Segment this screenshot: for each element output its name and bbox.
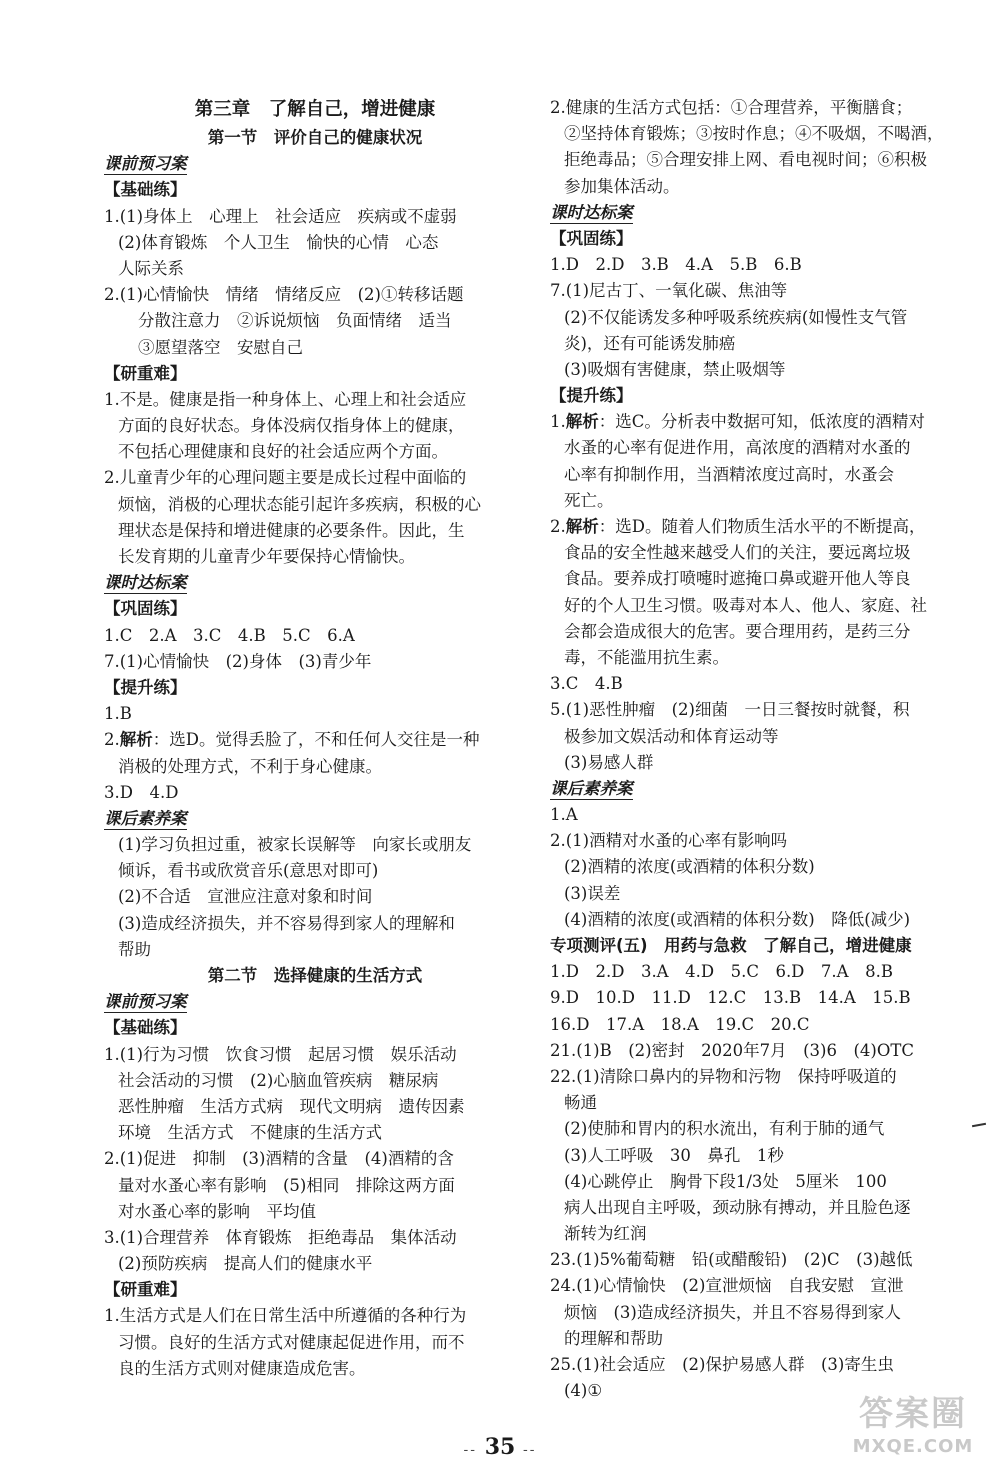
case-heading: 课前预习案 xyxy=(104,154,187,174)
exercise-tag: 【研重难】 xyxy=(104,363,187,383)
answer-line: ②坚持体育锻炼；③按时作息；④不吸烟，不喝酒， xyxy=(564,124,944,144)
answer-line: 长发育期的儿童青少年要保持心情愉快。 xyxy=(118,547,415,566)
answer-line: 理状态是保持和增进健康的必要条件。因此，生 xyxy=(118,520,465,540)
answer-line: 食品的安全性越来越受人们的关注，要远离垃圾 xyxy=(564,543,911,563)
special-test-title: 专项测评(五) 用药与急救 了解自己，增进健康 xyxy=(550,936,912,955)
answer-line: 不包括心理健康和良好的社会适应两个方面。 xyxy=(118,442,448,462)
watermark-logo xyxy=(838,1392,988,1468)
answer-line: (3)易感人群 xyxy=(564,752,654,772)
answer-line: 极参加文娱活动和体育运动等 xyxy=(564,726,779,746)
watermark-text: 答案圈 xyxy=(859,1394,967,1434)
answer-line: 社会活动的习惯 (2)心脑血管疾病 糖尿病 xyxy=(118,1070,439,1090)
answer-line: 3.(1)合理营养 体育锻炼 拒绝毒品 集体活动 xyxy=(104,1227,457,1247)
answer-line: 恶性肿瘤 生活方式病 现代文明病 遗传因素 xyxy=(118,1096,465,1116)
answer-line: 3.C 4.B xyxy=(550,674,623,694)
answer-line: (3)误差 xyxy=(564,883,621,903)
answer-line: (3)吸烟有害健康，禁止吸烟等 xyxy=(564,359,786,379)
answer-line: (2)不仅能诱发多种呼吸系统疾病(如慢性支气管 xyxy=(564,307,908,327)
section-title: 第一节 评价自己的健康状况 xyxy=(207,128,423,147)
answer-line: 死亡。 xyxy=(564,490,614,510)
answer-line: (1)学习负担过重，被家长误解等 向家长或朋友 xyxy=(118,835,472,855)
answer-line: (4)心跳停止 胸骨下段1/3处 5厘米 100 xyxy=(564,1171,887,1191)
answer-line: 会都会造成很大的危害。要合理用药，是药三分 xyxy=(564,621,911,641)
answer-line: 16.D 17.A 18.A 19.C 20.C xyxy=(550,1014,810,1034)
answer-line: 2.(1)酒精对水蚤的心率有影响吗 xyxy=(550,831,788,851)
exercise-tag: 【研重难】 xyxy=(104,1280,187,1300)
answer-line: 22.(1)清除口鼻内的异物和污物 保持呼吸道的 xyxy=(550,1066,897,1086)
answer-line: 食品。要养成打喷嚏时遮掩口鼻或避开他人等良 xyxy=(564,569,911,589)
answer-line: (2)体育锻炼 个人卫生 愉快的心情 心态 xyxy=(118,232,439,252)
exercise-tag: 【提升练】 xyxy=(550,386,633,406)
answer-line: (4)酒精的浓度(或酒精的体积分数) 降低(减少) xyxy=(564,909,911,929)
answer-line: 2.儿童青少年的心理问题主要是成长过程中面临的 xyxy=(104,468,467,488)
answer-line: 2.(1)心情愉快 情绪 情绪反应 (2)①转移话题 xyxy=(104,285,464,305)
answer-line: 烦恼，消极的心理状态能引起许多疾病，积极的心 xyxy=(118,494,481,514)
scan-mark xyxy=(972,1123,986,1127)
answer-line: 25.(1)社会适应 (2)保护易感人群 (3)寄生虫 xyxy=(550,1355,894,1374)
case-heading: 课后素养案 xyxy=(550,778,633,798)
exercise-tag: 【巩固练】 xyxy=(104,599,187,619)
answer-line: 2.(1)促进 抑制 (3)酒精的含量 (4)酒精的含 xyxy=(104,1149,454,1169)
case-heading: 课前预习案 xyxy=(104,992,187,1012)
answer-line: 对水蚤心率的影响 平均值 xyxy=(118,1201,316,1221)
answer-line: (2)使肺和胃内的积水流出，有利于肺的通气 xyxy=(564,1119,885,1139)
answer-line: (3)造成经济损失，并不容易得到家人的理解和 xyxy=(118,913,455,933)
answer-line: (2)预防疾病 提高人们的健康水平 xyxy=(118,1254,373,1274)
answer-line: 方面的良好状态。身体没病仅指身体上的健康， xyxy=(118,416,465,436)
answer-line: 分散注意力 ②诉说烦恼 负面情绪 适当 xyxy=(138,311,452,331)
answer-line: 良的生活方式则对健康造成危害。 xyxy=(118,1358,366,1378)
answer-line: 烦恼 (3)造成经济损失，并且不容易得到家人 xyxy=(564,1302,901,1322)
left-column xyxy=(104,95,526,1382)
answer-line: 5.(1)恶性肿瘤 (2)细菌 一日三餐按时就餐，积 xyxy=(550,700,910,720)
answer-line: 3.D 4.D xyxy=(104,782,179,802)
answer-line: 倾诉，看书或欣赏音乐(意思对即可) xyxy=(118,861,379,881)
answer-line: 23.(1)5%葡萄糖 铅(或醋酸铅) (2)C (3)越低 xyxy=(550,1250,913,1270)
answer-line: 水蚤的心率有促进作用，高浓度的酒精对水蚤的 xyxy=(564,438,911,458)
answer-line: 参加集体活动。 xyxy=(564,176,680,196)
case-heading: 课时达标案 xyxy=(104,573,187,593)
answer-line: 24.(1)心情愉快 (2)宣泄烦恼 自我安慰 宣泄 xyxy=(550,1276,904,1296)
answer-line: 1.D 2.D 3.B 4.A 5.B 6.B xyxy=(550,255,802,275)
exercise-tag: 【提升练】 xyxy=(104,677,187,697)
answer-line: (3)人工呼吸 30 鼻孔 1秒 xyxy=(564,1145,784,1165)
answer-line: 1.不是。健康是指一种身体上、心理上和社会适应 xyxy=(104,389,467,409)
answer-line: 2.解析：选D。觉得丢脸了，不和任何人交往是一种 xyxy=(104,730,480,750)
answer-line: 2.解析：选D。随着人们物质生活水平的不断提高， xyxy=(550,517,926,536)
answer-line: 1.B xyxy=(104,704,132,724)
section-title: 第二节 选择健康的生活方式 xyxy=(207,966,423,985)
answer-line: 炎)，还有可能诱发肺癌 xyxy=(564,333,736,353)
case-heading: 课时达标案 xyxy=(550,202,633,222)
answer-line: 病人出现自主呼吸，颈动脉有搏动，并且脸色逐 xyxy=(564,1197,911,1217)
answer-line: 1.解析：选C。分析表中数据可知，低浓度的酒精对 xyxy=(550,412,925,432)
answer-line: 1.生活方式是人们在日常生活中所遵循的各种行为 xyxy=(104,1306,467,1326)
answer-line: (4)① xyxy=(564,1381,603,1401)
chapter-title: 第三章 了解自己，增进健康 xyxy=(194,99,436,120)
answer-line: 习惯。良好的生活方式对健康起促进作用，而不 xyxy=(118,1332,465,1352)
answer-line: 21.(1)B (2)密封 2020年7月 (3)6 (4)OTC xyxy=(550,1040,914,1060)
answer-line: 环境 生活方式 不健康的生活方式 xyxy=(118,1123,382,1143)
answer-line: 消极的处理方式，不利于身心健康。 xyxy=(118,756,382,776)
answer-line: 1.C 2.A 3.C 4.B 5.C 6.A xyxy=(104,625,355,645)
exercise-tag: 【基础练】 xyxy=(104,1018,187,1038)
answer-line: 帮助 xyxy=(118,939,151,959)
answer-line: (2)酒精的浓度(或酒精的体积分数) xyxy=(564,857,815,877)
page-number-value: 35 xyxy=(484,1434,516,1460)
answer-line: 2.健康的生活方式包括：①合理营养，平衡膳食； xyxy=(550,98,913,117)
exercise-tag: 【基础练】 xyxy=(104,180,187,200)
answer-line: 9.D 10.D 11.D 12.C 13.B 14.A 15.B xyxy=(550,988,911,1008)
answer-line: 1.A xyxy=(550,805,578,825)
answer-line: 1.(1)行为习惯 饮食习惯 起居习惯 娱乐活动 xyxy=(104,1044,457,1064)
answer-line: 1.D 2.D 3.A 4.D 5.C 6.D 7.A 8.B xyxy=(550,962,893,982)
watermark-domain: MXQE.COM xyxy=(852,1436,974,1457)
answer-line: 畅通 xyxy=(564,1093,597,1113)
answer-line: 量对水蚤心率有影响 (5)相同 排除这两方面 xyxy=(118,1175,455,1195)
answer-line: 毒，不能滥用抗生素。 xyxy=(564,647,729,667)
answer-line: 拒绝毒品；⑤合理安排上网、看电视时间；⑥积极 xyxy=(564,150,927,170)
answer-line: 7.(1)心情愉快 (2)身体 (3)青少年 xyxy=(104,651,372,671)
answer-line: 好的个人卫生习惯。吸毒对本人、他人、家庭、社 xyxy=(564,595,927,615)
answer-line: ③愿望落空 安慰自己 xyxy=(138,337,303,357)
answer-line: (2)不合适 宣泄应注意对象和时间 xyxy=(118,887,373,907)
answer-line: 渐转为红润 xyxy=(564,1224,647,1244)
page-dash-left: -- xyxy=(463,1442,478,1458)
page-dash-right: -- xyxy=(522,1442,537,1458)
answer-line: 人际关系 xyxy=(118,258,184,278)
answer-line: 的理解和帮助 xyxy=(564,1328,663,1348)
exercise-tag: 【巩固练】 xyxy=(550,228,633,248)
right-column xyxy=(550,95,968,1404)
answer-line: 1.(1)身体上 心理上 社会适应 疾病或不虚弱 xyxy=(104,206,457,226)
answer-line: 7.(1)尼古丁、一氧化碳、焦油等 xyxy=(550,281,788,301)
case-heading: 课后素养案 xyxy=(104,808,187,828)
answer-line: 心率有抑制作用，当酒精浓度过高时，水蚤会 xyxy=(564,464,894,484)
